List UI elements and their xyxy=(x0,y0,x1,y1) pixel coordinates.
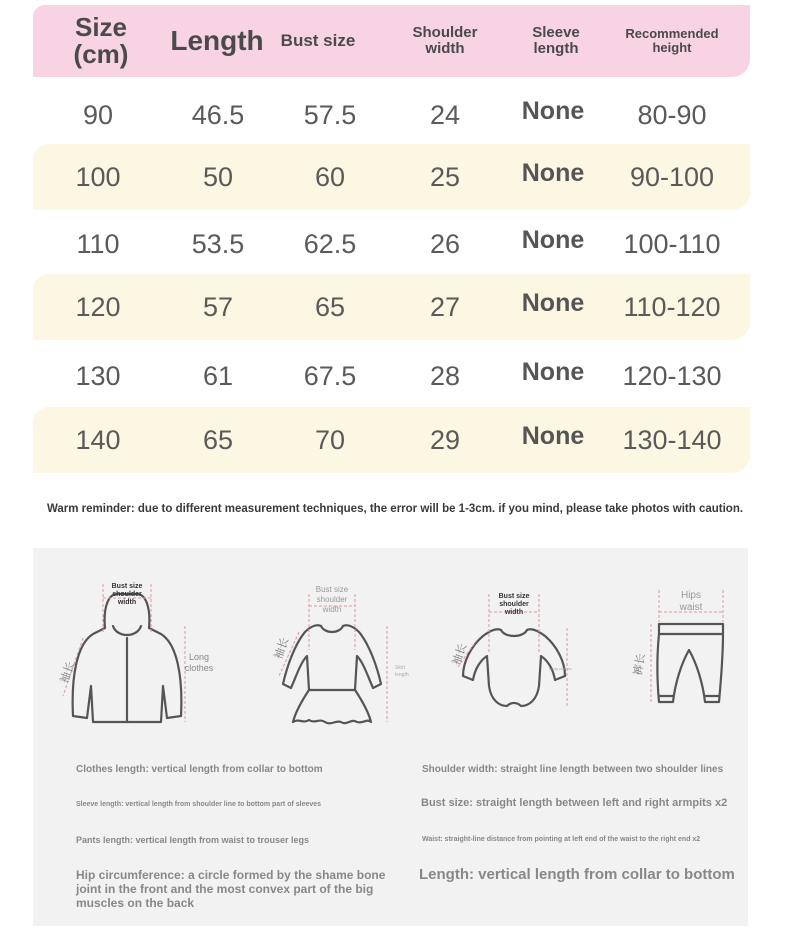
dress-illustration xyxy=(261,580,411,730)
warm-reminder: Warm reminder: due to different measurement techniques, the error will be 1-3cm. if you mind, please take photos with caution. xyxy=(46,503,744,515)
cell-length: 57 xyxy=(202,291,234,322)
cell-height: 110-120 xyxy=(623,291,721,322)
cell-shoulder: 28 xyxy=(429,360,461,391)
cell-length: 53.5 xyxy=(191,228,245,259)
note-sleeve-length: Sleeve length: vertical length from shoulder line to bottom part of sleeves xyxy=(76,801,322,808)
table-row xyxy=(33,274,750,340)
cell-length: 46.5 xyxy=(191,99,245,130)
dress-label-length: length xyxy=(395,672,409,678)
dress-label-skirt: Skirt xyxy=(395,665,405,671)
romper-label-width: width xyxy=(504,609,524,616)
cell-length: 65 xyxy=(202,424,234,455)
pants-label-waist: waist xyxy=(679,602,703,613)
table-row xyxy=(33,343,750,409)
note-waist: Waist: straight-line distance from pointing at left end of the waist to the right end x2 xyxy=(422,836,701,843)
note-bust-size: Bust size: straight length between left and right armpits x2 xyxy=(421,797,728,809)
dress-label-bust: Bust size xyxy=(315,585,349,594)
cell-sleeve: None xyxy=(521,357,585,386)
header-length: Length xyxy=(170,25,264,57)
note-hip-circumference: Hip circumference: a circle formed by the shame bone joint in the front and the most convex part of the big muscles on the back xyxy=(76,868,386,910)
cell-length: 50 xyxy=(202,161,234,192)
romper-label-sleeve: 袖长 xyxy=(449,641,470,668)
cell-sleeve: None xyxy=(521,158,585,187)
note-shoulder-width: Shoulder width: straight line length between two shoulder lines xyxy=(422,764,724,775)
cell-bust: 70 xyxy=(314,424,346,455)
cell-size: 90 xyxy=(82,99,114,130)
cell-size: 130 xyxy=(75,360,121,391)
romper-label-long: Long clothes xyxy=(549,666,572,671)
pants-label-hips: Hips xyxy=(680,590,702,601)
dress-label-shoulder: shoulder xyxy=(316,595,348,604)
cell-size: 110 xyxy=(76,228,120,259)
cell-sleeve: None xyxy=(521,288,585,317)
table-row xyxy=(33,211,750,277)
jacket-label-shoulder: shoulder xyxy=(112,591,142,598)
note-length: Length: vertical length from collar to bottom xyxy=(419,866,735,883)
cell-height: 120-130 xyxy=(622,360,722,391)
romper-label-shoulder: shoulder xyxy=(499,601,529,608)
header-shoulder-width: Shoulder width xyxy=(412,24,478,57)
table-row xyxy=(33,407,750,473)
dress-label-sleeve: 袖长 xyxy=(271,635,292,662)
jacket-label-clothes: clothes xyxy=(184,663,214,673)
header-recommended-height: Recommended height xyxy=(625,26,719,55)
cell-size: 100 xyxy=(75,161,121,192)
romper-illustration xyxy=(443,582,588,712)
header-size: Size (cm) xyxy=(73,11,129,69)
cell-shoulder: 29 xyxy=(429,424,461,455)
pants-label-length: 裤长 xyxy=(631,652,648,677)
cell-sleeve: None xyxy=(521,96,585,125)
cell-sleeve: None xyxy=(521,421,585,450)
cell-shoulder: 25 xyxy=(429,161,461,192)
cell-length: 61 xyxy=(202,360,234,391)
cell-bust: 60 xyxy=(314,161,346,192)
size-table-header xyxy=(33,5,750,77)
romper-label-bust: Bust size xyxy=(498,593,530,600)
note-pants-length: Pants length: vertical length from waist to trouser legs xyxy=(76,835,310,845)
table-row xyxy=(33,144,750,210)
dress-label-width: width xyxy=(322,605,342,614)
header-sleeve-length: Sleeve length xyxy=(532,24,580,57)
cell-height: 130-140 xyxy=(622,424,722,455)
cell-height: 90-100 xyxy=(629,161,715,192)
cell-bust: 57.5 xyxy=(303,99,357,130)
cell-size: 140 xyxy=(75,424,121,455)
hooded-jacket-illustration xyxy=(47,576,227,731)
pants-illustration xyxy=(629,584,739,714)
header-bust-size: Bust size xyxy=(280,31,356,51)
cell-shoulder: 26 xyxy=(429,228,461,259)
cell-bust: 62.5 xyxy=(303,228,357,259)
cell-size: 120 xyxy=(75,291,121,322)
jacket-label-sleeve: 袖长 xyxy=(57,659,78,686)
cell-height: 100-110 xyxy=(623,228,721,259)
cell-height: 80-90 xyxy=(637,99,707,130)
jacket-label-width: width xyxy=(117,599,137,606)
note-clothes-length: Clothes length: vertical length from collar to bottom xyxy=(76,764,323,775)
measurement-guide-panel xyxy=(33,548,748,926)
cell-shoulder: 24 xyxy=(429,99,461,130)
cell-sleeve: None xyxy=(521,225,585,254)
table-row xyxy=(33,82,750,148)
cell-bust: 67.5 xyxy=(303,360,357,391)
jacket-label-long: Long xyxy=(188,652,210,662)
cell-bust: 65 xyxy=(314,291,346,322)
jacket-label-bust: Bust size xyxy=(111,583,143,590)
cell-shoulder: 27 xyxy=(429,291,461,322)
